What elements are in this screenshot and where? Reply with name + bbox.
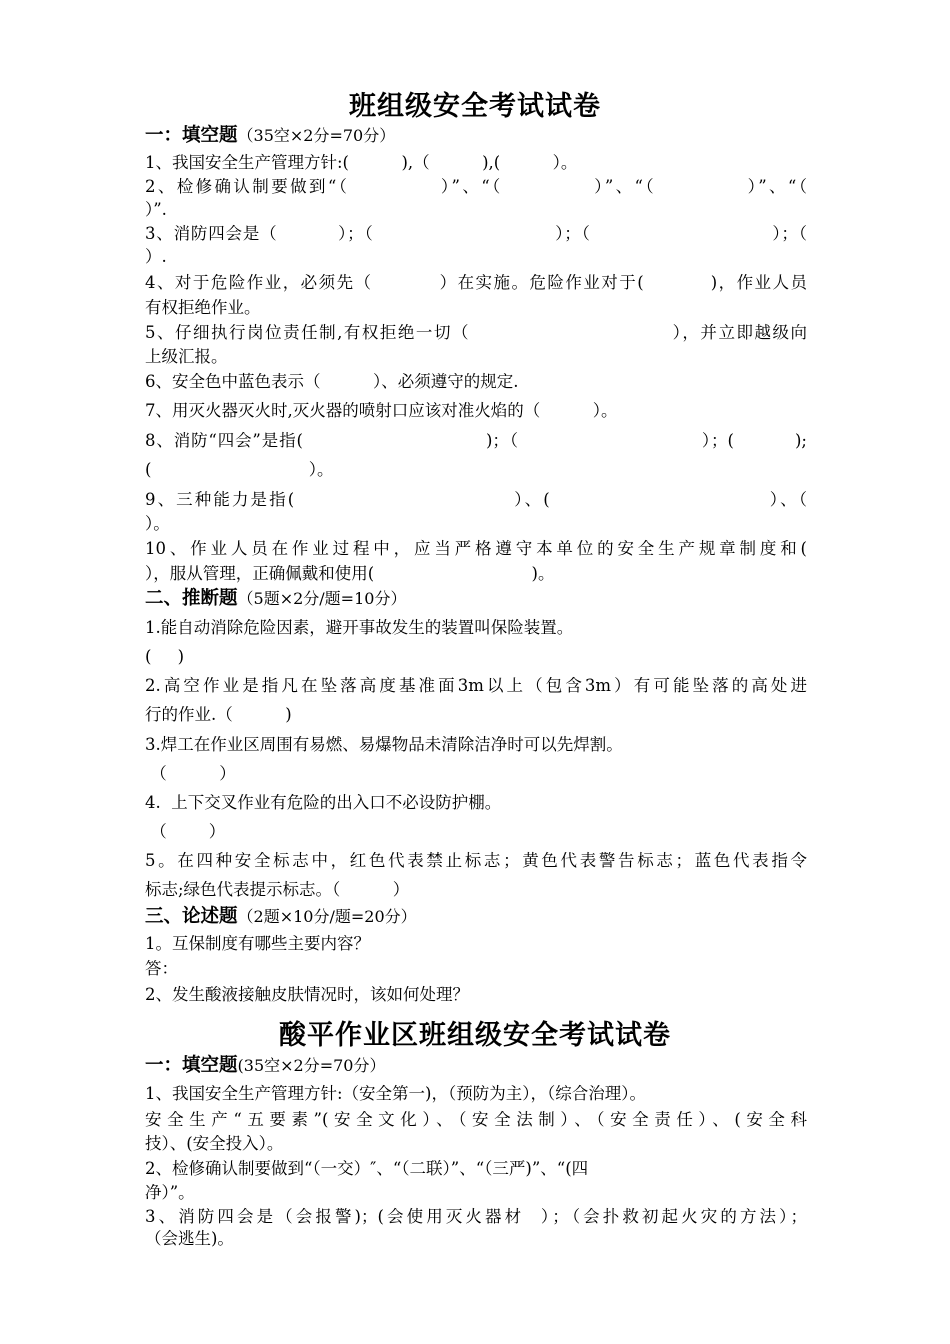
section-score-note: （5题×2分/题=10分） <box>237 589 407 608</box>
exam2-q2-cont: 净）”。 <box>145 1183 195 1202</box>
exam1-section3-heading <box>145 906 417 928</box>
section-score-note: （2题×10分/题=20分） <box>237 907 417 926</box>
exam1-q5-cont: 上级汇报。 <box>145 347 228 366</box>
exam1-essay1-answer: 答： <box>145 959 178 978</box>
exam1-tf5-cont: 标志;绿色代表提示标志。（ ） <box>145 880 410 899</box>
exam2-q2: 2、检修确认制要做到“（一交）″、“（二联）”、“（三严)”、“(四 <box>145 1159 589 1178</box>
exam2-title: 酸平作业区班组级安全考试试卷 <box>279 1020 671 1051</box>
exam1-tf4: 4. 上下交叉作业有危险的出入口不必设防护棚。 <box>145 793 502 812</box>
exam1-section2-heading <box>145 588 406 610</box>
exam1-q2: 2、检修确认制要做到“（ ）”、“（ ）”、“（ ）”、“（ <box>145 177 807 196</box>
section-heading-text: 三、论述题 <box>145 906 238 927</box>
exam1-q2-cont: ）”. <box>145 200 167 219</box>
exam1-essay2: 2、发生酸液接触皮肤情况时，该如何处理？ <box>145 985 469 1004</box>
exam1-tf2: 2.高空作业是指凡在坠落高度基准面3m以上（包含3m）有可能坠落的高处进 <box>145 676 807 695</box>
exam1-q3-cont: ）. <box>145 247 167 266</box>
exam1-q1: 1、我国安全生产管理方针:( ),（ ),( ）。 <box>145 153 578 172</box>
exam2-section1-heading <box>145 1055 385 1077</box>
exam1-q3: 3、消防四会是（ ）；（ ）；（ ）；（ <box>145 224 807 243</box>
exam1-tf5: 5。在四种安全标志中，红色代表禁止标志；黄色代表警告标志；蓝色代表指令 <box>145 851 807 870</box>
section-score-note: （35空×2分=70分） <box>237 126 396 145</box>
exam1-tf3-blank: （ ） <box>145 764 236 783</box>
exam1-tf4-blank: （ ） <box>145 822 226 841</box>
exam1-q8-cont: ( ）。 <box>145 460 334 479</box>
exam1-q6: 6、安全色中蓝色表示（ ）、必须遵守的规定. <box>145 372 519 391</box>
exam1-title: 班组级安全考试试卷 <box>349 91 601 122</box>
exam1-tf1-blank: ( ) <box>145 647 185 666</box>
exam2-q1-elements: 安全生产“五要素”(安全文化）、（安全法制）、（安全责任）、(安全科 <box>145 1110 807 1129</box>
exam2-q1-elements-cont: 技）、(安全投入）。 <box>145 1134 284 1153</box>
exam1-q10-cont: ），服从管理，正确佩戴和使用( )。 <box>145 564 555 583</box>
exam2-q1: 1、我国安全生产管理方针:（安全第一)，（预防为主），（综合治理）。 <box>145 1084 646 1103</box>
exam1-q7: 7、用灭火器灭火时,灭火器的喷射口应该对准火焰的（ ）。 <box>145 401 618 420</box>
section-heading-text: 一：填空题 <box>145 125 238 146</box>
exam1-tf2-cont: 行的作业.（ ) <box>145 705 292 724</box>
exam1-q10: 10、作业人员在作业过程中，应当严格遵守本单位的安全生产规章制度和( <box>145 539 807 558</box>
section-heading-text: 一：填空题 <box>145 1055 238 1076</box>
exam2-q3: 3、消防四会是（会报警)；(会使用灭火器材 ）；（会扑救初起火灾的方法）； <box>145 1207 807 1226</box>
exam1-q8: 8、消防“四会”是指( )；（ ）；( ); <box>145 431 807 450</box>
exam1-section1-heading <box>145 125 395 147</box>
section-heading-text: 二、推断题 <box>145 588 238 609</box>
exam1-q4: 4、对于危险作业，必须先（ ）在实施。危险作业对于( )，作业人员 <box>145 273 807 292</box>
exam1-q9-cont: ）。 <box>145 514 170 533</box>
exam1-q5: 5、仔细执行岗位责任制,有权拒绝一切（ ），并立即越级向 <box>145 323 807 342</box>
exam1-tf1: 1.能自动消除危险因素，避开事故发生的装置叫保险装置。 <box>145 618 574 637</box>
exam1-q4-cont: 有权拒绝作业。 <box>145 298 261 317</box>
exam1-tf3: 3.焊工在作业区周围有易燃、易爆物品未清除洁净时可以先焊割。 <box>145 735 623 754</box>
exam1-essay1: 1。互保制度有哪些主要内容？ <box>145 934 370 953</box>
exam1-q9: 9、三种能力是指( ）、( ）、（ <box>145 490 807 509</box>
exam2-q3-cont: （会逃生)。 <box>145 1229 234 1248</box>
section-score-note: (35空×2分=70分） <box>237 1056 386 1075</box>
